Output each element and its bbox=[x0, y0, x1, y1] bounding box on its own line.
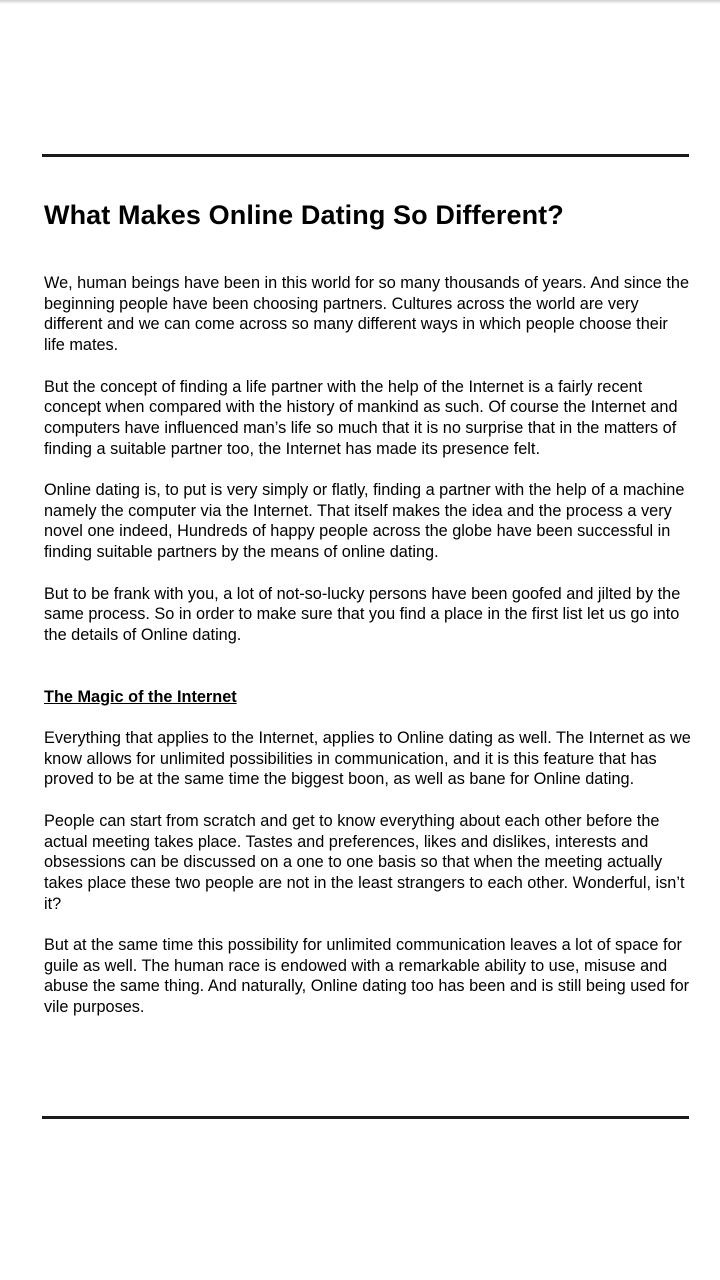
paragraph: Everything that applies to the Internet, applies to Online dating as well. The Internet as we know allows for unlimited possibilities in communication, and it is this feature that has proved to be at the same time the biggest boon, as well as bane for Online dating. bbox=[44, 729, 691, 789]
document-body bbox=[44, 196, 692, 1018]
paragraph: Online dating is, to put is very simply or flatly, finding a partner with the help of a machine namely the computer via the Internet. That itself makes the idea and the process a very novel one indeed, Hundreds of happy people across the globe have been successful in finding suitable partners by the means of online dating. bbox=[44, 481, 685, 562]
bottom-divider bbox=[42, 1116, 689, 1119]
section-heading: The Magic of the Internet bbox=[44, 687, 237, 706]
paragraph: But at the same time this possibility for unlimited communication leaves a lot of space for guile as well. The human race is endowed with a remarkable ability to use, misuse and abuse the same thing. And naturally, Online dating too has been and is still being used for vile purposes. bbox=[44, 936, 690, 1017]
paragraph: But to be frank with you, a lot of not-so-lucky persons have been goofed and jilted by the same process. So in order to make sure that you find a place in the first list let us go into the details of Online dating. bbox=[44, 584, 681, 644]
top-divider bbox=[42, 154, 689, 157]
paragraph: But the concept of finding a life partner with the help of the Internet is a fairly recent concept when compared with the history of mankind as such. Of course the Internet and computers have influenced man’s life so much that it is no surprise that in the matters of finding a suitable partner too, the Internet has made its presence felt. bbox=[44, 377, 678, 458]
page-title: What Makes Online Dating So Different? bbox=[44, 200, 564, 230]
top-shadow bbox=[0, 0, 720, 4]
paragraph: We, human beings have been in this world for so many thousands of years. And since the beginning people have been choosing partners. Cultures across the world are very different and we can come across so many different ways in which people choose their life mates. bbox=[44, 274, 689, 355]
paragraph: People can start from scratch and get to know everything about each other before the actual meeting takes place. Tastes and preferences, likes and dislikes, interests and obsessions can be discussed on a one to one basis so that when the meeting actually takes place these two people are not in the least strangers to each other. Wonderful, isn’t it? bbox=[44, 811, 685, 913]
